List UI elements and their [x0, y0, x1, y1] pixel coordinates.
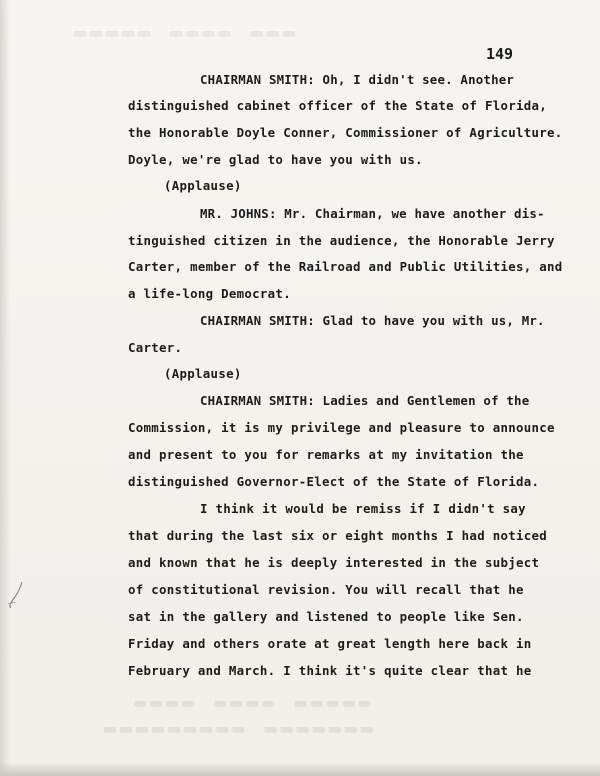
transcript-line: CHAIRMAN SMITH: Oh, I didn't see. Another — [200, 72, 515, 87]
page-number: 149 — [486, 45, 514, 63]
transcript-line: distinguished cabinet officer of the State of Florida, — [128, 98, 548, 113]
transcript-line: sat in the gallery and listened to people like Sen. — [128, 609, 524, 624]
transcript-line: Carter, member of the Railroad and Public Utilities, and — [128, 259, 563, 274]
transcript-line: (Applause) — [164, 366, 242, 381]
transcript-line: February and March. I think it's quite clear that he — [128, 663, 532, 678]
transcript-line: CHAIRMAN SMITH: Glad to have you with us, Mr. — [200, 313, 545, 328]
transcript-line: Commission, it is my privilege and pleasure to announce — [128, 420, 555, 435]
transcript-line: Friday and others orate at great length here back in — [128, 636, 532, 651]
transcript-line: that during the last six or eight months I had noticed — [128, 528, 548, 543]
pencil-mark — [6, 580, 28, 610]
page-left-edge-shadow — [0, 0, 10, 776]
transcript-line: tinguished citizen in the audience, the Honorable Jerry — [128, 233, 555, 248]
page-bottom-edge-shadow — [0, 762, 600, 776]
transcript-line: and present to you for remarks at my invitation the — [128, 447, 524, 462]
reverse-bleed-through: ▬▬▬▬▬ ▬▬▬▬ ▬▬▬▬ — [130, 690, 371, 714]
reverse-bleed-through: ▬▬▬ ▬▬▬▬ ▬▬▬▬▬ — [70, 20, 295, 44]
transcript-line: and known that he is deeply interested in the subject — [128, 555, 540, 570]
transcript-line: a life-long Democrat. — [128, 286, 291, 301]
reverse-bleed-through: ▬▬▬▬▬▬▬ ▬▬▬▬▬▬▬▬▬ — [100, 716, 373, 740]
transcript-line: distinguished Governor-Elect of the State of Florida. — [128, 474, 540, 489]
transcript-line: (Applause) — [164, 178, 242, 193]
transcript-line: the Honorable Doyle Conner, Commissioner of Agriculture. — [128, 125, 563, 140]
transcript-line: I think it would be remiss if I didn't say — [200, 501, 526, 516]
transcript-line: MR. JOHNS: Mr. Chairman, we have another dis- — [200, 206, 545, 221]
transcript-line: of constitutional revision. You will recall that he — [128, 582, 524, 597]
transcript-line: Carter. — [128, 340, 183, 355]
transcript-line: CHAIRMAN SMITH: Ladies and Gentlemen of the — [200, 393, 530, 408]
transcript-line: Doyle, we're glad to have you with us. — [128, 152, 423, 167]
